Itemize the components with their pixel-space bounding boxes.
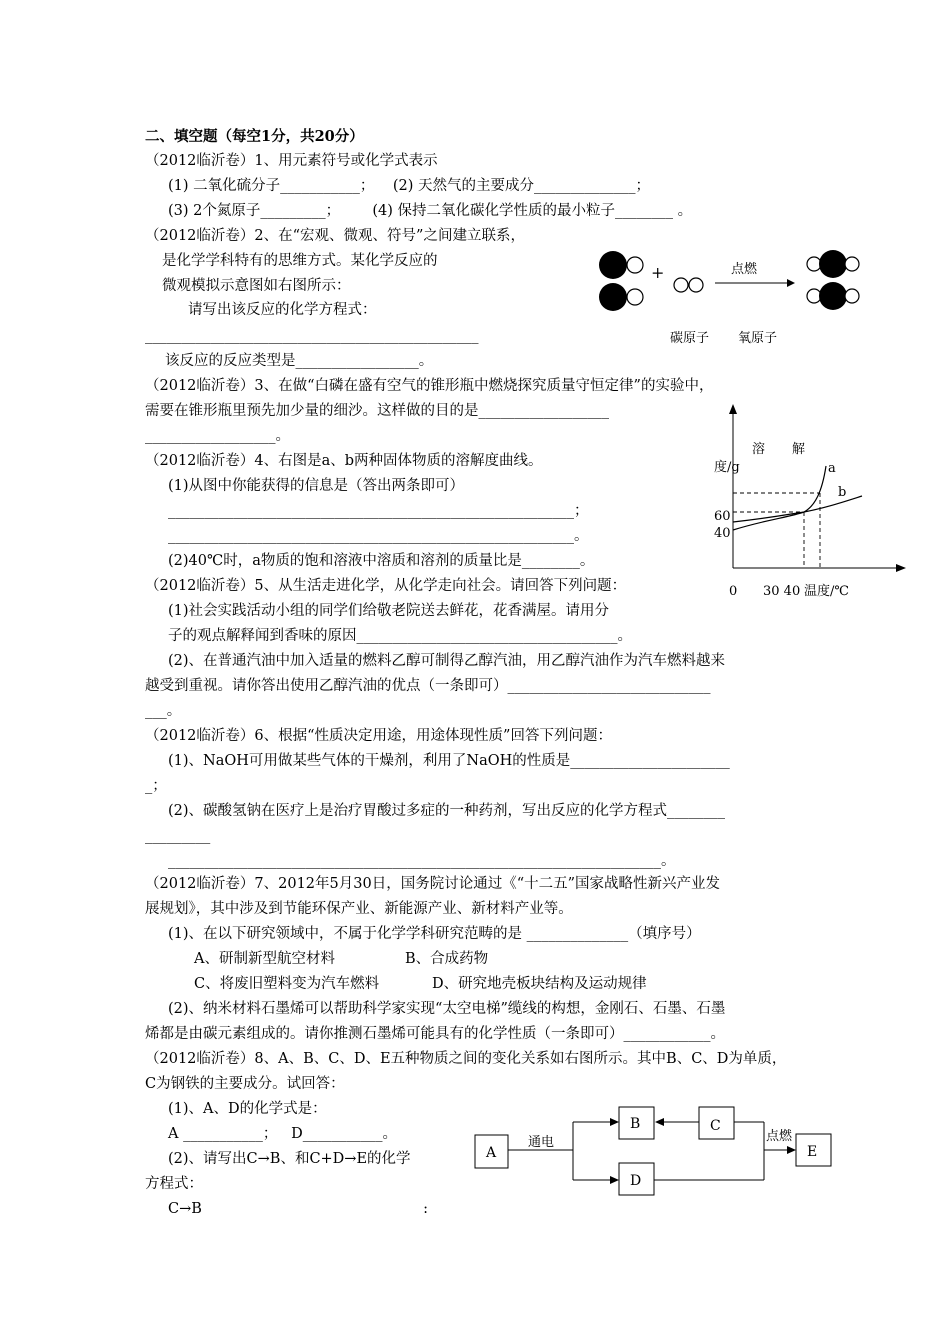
y-label-part2: 解 bbox=[792, 442, 806, 457]
q7-line5: 烯都是由碳元素组成的。请你推测石墨烯可能具有的化学性质（一条即可）____________。 bbox=[145, 1026, 725, 1042]
q2-line3: 微观模拟示意图如右图所示： bbox=[162, 278, 351, 294]
oxygen-atom-icon bbox=[807, 257, 821, 271]
box-b-label: B bbox=[630, 1116, 641, 1132]
carbon-atom-icon bbox=[599, 283, 627, 311]
x-ticks-label: 30 40 bbox=[763, 584, 801, 599]
q8-line4: A ___________； D___________。 bbox=[168, 1126, 398, 1142]
oxygen-atom-icon bbox=[627, 289, 643, 305]
q4-line1: （2012临沂卷）4、右图是a、b两种固体物质的溶解度曲线。 bbox=[145, 453, 543, 469]
q6-line1: （2012临沂卷）6、根据“性质决定用途，用途体现性质”回答下列问题： bbox=[145, 728, 612, 744]
q7-option-a: A、研制新型航空材料 bbox=[194, 951, 335, 967]
q7-line3: (1)、在以下研究领域中，不属于化学学科研究范畴的是 ______________（填序号） bbox=[168, 926, 701, 942]
q6-line5: _________ bbox=[145, 828, 211, 844]
substance-flow-diagram bbox=[470, 1100, 840, 1200]
oxygen-atom-icon bbox=[689, 278, 703, 292]
q1-line2: (3) 2个氮原子_________； (4) 保持二氧化碳化学性质的最小粒子________ 。 bbox=[168, 203, 693, 219]
q7-line1: （2012临沂卷）7、2012年5月30日，国务院讨论通过《“十二五”国家战略性新兴产业发 bbox=[145, 876, 721, 892]
q1-stem: （2012临沂卷）1、用元素符号或化学式表示 bbox=[145, 153, 438, 169]
q5-line6: ___。 bbox=[145, 703, 182, 719]
plus-sign: + bbox=[651, 263, 665, 282]
y-axis-arrow-icon bbox=[729, 404, 737, 414]
solubility-chart bbox=[700, 400, 915, 605]
box-a-label: A bbox=[486, 1145, 497, 1161]
q8-line1: （2012临沂卷）8、A、B、C、D、E五种物质之间的变化关系如右图所示。其中B、C、D为单质， bbox=[145, 1051, 787, 1067]
oxygen-atom-icon bbox=[845, 257, 859, 271]
q4-answer1: ________________________________________________________； bbox=[168, 503, 589, 519]
oxygen-atom-icon bbox=[674, 278, 688, 292]
q8-line3: (1)、A、D的化学式是： bbox=[168, 1101, 327, 1117]
origin-label: 0 bbox=[729, 584, 738, 599]
box-c-label: C bbox=[710, 1118, 721, 1134]
q6-line3: _； bbox=[145, 778, 167, 794]
q6-line4: (2)、碳酸氢钠在医疗上是治疗胃酸过多症的一种药剂，写出反应的化学方程式________ bbox=[168, 803, 726, 819]
y-tick-60: 60 bbox=[714, 509, 731, 524]
q7-option-d: D、研究地壳板块结构及运动规律 bbox=[432, 976, 647, 992]
curve-b-label: b bbox=[838, 485, 847, 500]
q4-line3: (2)40℃时，a物质的饱和溶液中溶质和溶剂的质量比是________。 bbox=[168, 553, 595, 569]
oxygen-atom-icon bbox=[845, 289, 859, 303]
y-label-part1: 溶 bbox=[752, 442, 766, 457]
oxygen-atom-icon bbox=[807, 289, 821, 303]
q2-line5: 该反应的反应类型是_________________。 bbox=[165, 353, 434, 369]
q1-line1: (1) 二氧化硫分子___________； (2) 天然气的主要成分______________； bbox=[168, 178, 650, 194]
section-title: 二、填空题（每空1分，共20分） bbox=[145, 128, 364, 145]
legend-carbon: 碳原子 bbox=[670, 331, 710, 346]
arrow-c-to-b-icon bbox=[655, 1118, 664, 1126]
q6-line6: ____________________________________________________________________。 bbox=[168, 853, 676, 869]
x-axis-label: 温度/℃ bbox=[804, 584, 849, 599]
q8-line5: (2)、请写出C→B、和C+D→E的化学 bbox=[168, 1151, 411, 1167]
reaction-diagram bbox=[595, 240, 875, 350]
q5-line3: 子的观点解释闻到香味的原因____________________________________。 bbox=[168, 628, 632, 644]
curve-a-label: a bbox=[828, 461, 836, 476]
q8-line6: 方程式： bbox=[145, 1176, 203, 1192]
x-axis-arrow-icon bbox=[896, 564, 906, 572]
q7-line2: 展规划》，其中涉及到节能环保产业、新能源产业、新材料产业等。 bbox=[145, 901, 573, 917]
y-tick-40: 40 bbox=[714, 526, 731, 541]
carbon-atom-icon bbox=[599, 251, 627, 279]
q3-line1: （2012临沂卷）3、在做“白磷在盛有空气的锥形瓶中燃烧探究质量守恒定律”的实验中， bbox=[145, 378, 714, 394]
q7-line4: (2)、纳米材料石墨烯可以帮助科学家实现“太空电梯”缆线的构想，金刚石、石墨、石墨 bbox=[168, 1001, 726, 1017]
condition-label: 点燃 bbox=[731, 262, 758, 277]
q2-line1: （2012临沂卷）2、在“宏观、微观、符号”之间建立联系， bbox=[145, 228, 525, 244]
carbon-atom-icon bbox=[819, 250, 847, 278]
electrolysis-label: 通电 bbox=[528, 1135, 555, 1150]
ignite-label: 点燃 bbox=[766, 1129, 793, 1144]
box-d-label: D bbox=[630, 1173, 642, 1189]
q3-line3: __________________。 bbox=[145, 428, 290, 444]
carbon-atom-icon bbox=[819, 282, 847, 310]
q4-answer2: ________________________________________________________。 bbox=[168, 528, 589, 544]
q2-line4: 请写出该反应的化学方程式： bbox=[188, 302, 377, 318]
y-label-part3: 度/g bbox=[714, 460, 740, 475]
q5-line4: (2)、在普通汽油中加入适量的燃料乙醇可制得乙醇汽油，用乙醇汽油作为汽车燃料越来 bbox=[168, 653, 726, 669]
arrow-to-d-icon bbox=[610, 1176, 619, 1184]
q2-line2: 是化学学科特有的思维方式。某化学反应的 bbox=[162, 253, 438, 269]
q5-line1: （2012临沂卷）5、从生活走进化学，从化学走向社会。请回答下列问题： bbox=[145, 578, 627, 594]
q2-answer-line: ______________________________________________ bbox=[145, 328, 479, 344]
arrow-to-b-icon bbox=[610, 1118, 619, 1126]
q7-option-b: B、合成药物 bbox=[405, 951, 489, 967]
q3-line2: 需要在锥形瓶里预先加少量的细沙。这样做的目的是__________________ bbox=[145, 403, 609, 419]
arrow-head-icon bbox=[787, 279, 795, 287]
oxygen-atom-icon bbox=[627, 257, 643, 273]
q8-line7: C→B : bbox=[168, 1201, 429, 1217]
q8-line2: C为钢铁的主要成分。试回答： bbox=[145, 1076, 345, 1092]
arrow-to-e-icon bbox=[787, 1146, 796, 1154]
q4-line2: (1)从图中你能获得的信息是（答出两条即可） bbox=[168, 478, 465, 494]
q6-line2: (1)、NaOH可用做某些气体的干燥剂，利用了NaOH的性质是______________________ bbox=[168, 753, 730, 769]
box-e-label: E bbox=[807, 1144, 818, 1160]
q5-line2: (1)社会实践活动小组的同学们给敬老院送去鲜花，花香满屋。请用分 bbox=[168, 603, 610, 619]
q7-option-c: C、将废旧塑料变为汽车燃料 bbox=[194, 976, 380, 992]
legend-oxygen: 氧原子 bbox=[738, 331, 778, 346]
q5-line5: 越受到重视。请你答出使用乙醇汽油的优点（一条即可）____________________________ bbox=[145, 678, 711, 694]
